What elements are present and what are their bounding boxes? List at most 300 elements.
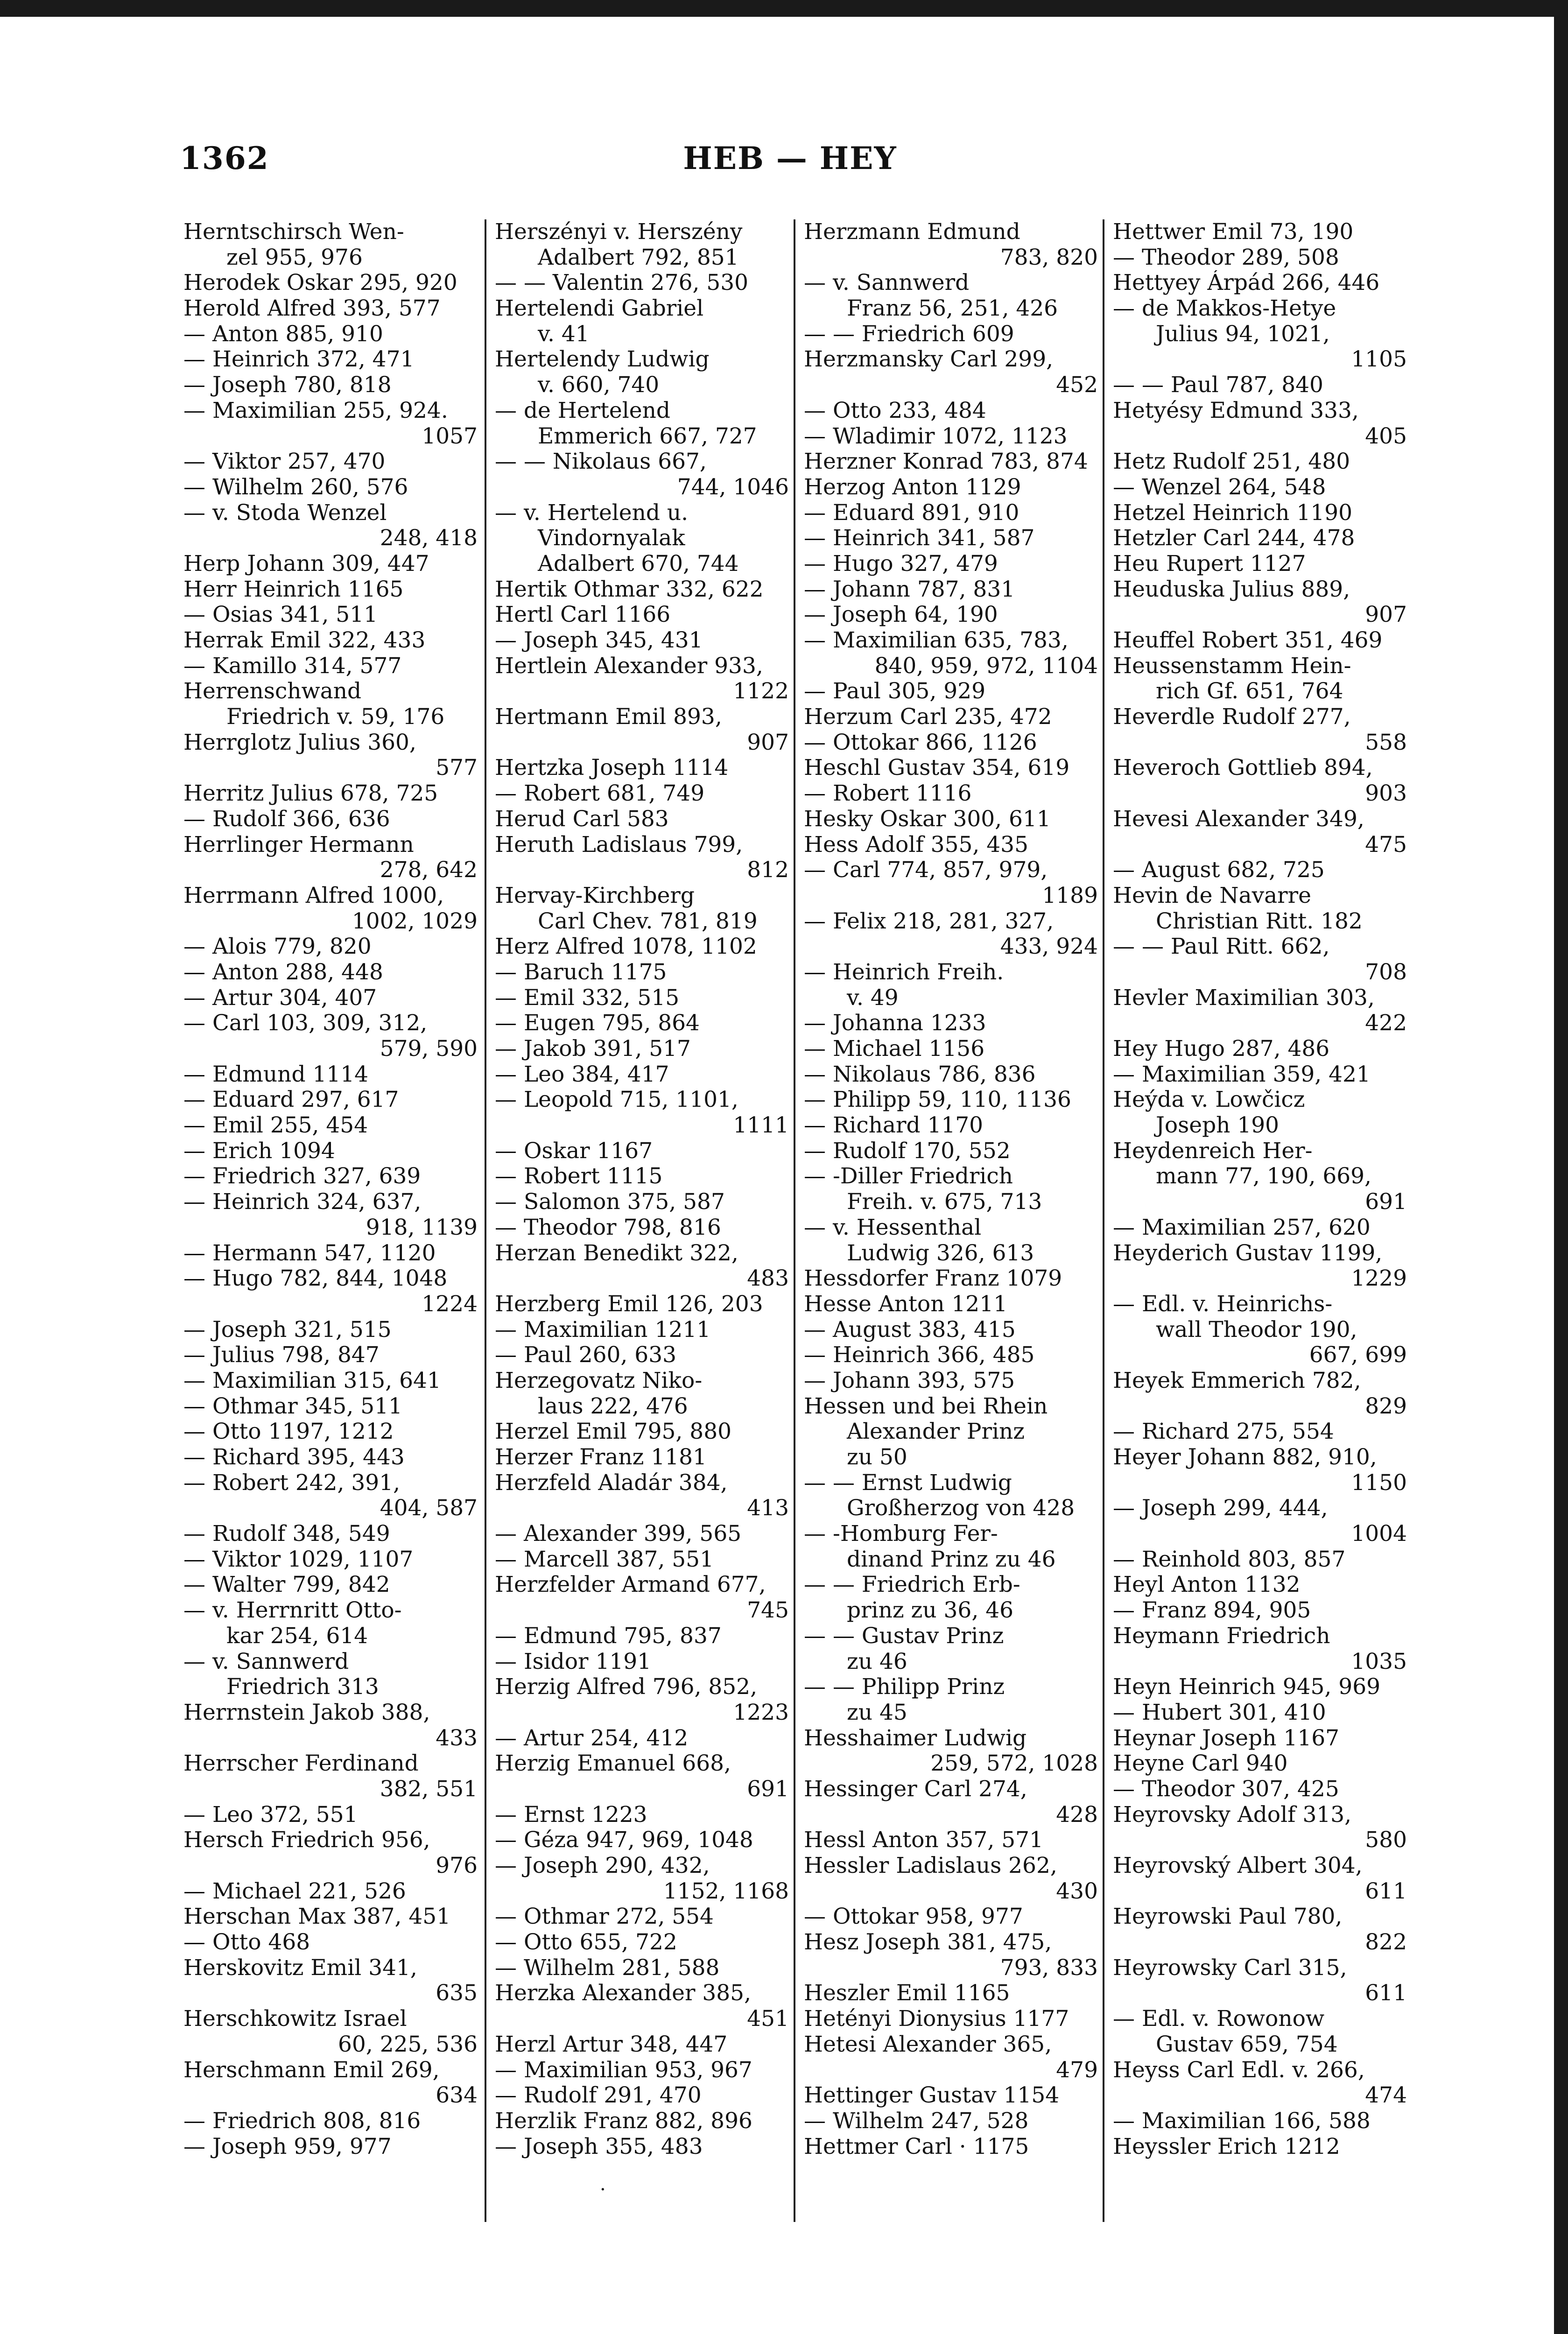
index-entry-line: Herzmansky Carl 299, xyxy=(804,347,1054,373)
index-entry-line: 404, 587 xyxy=(380,1496,478,1521)
index-entry-line: Heyl Anton 1132 xyxy=(1113,1572,1301,1598)
index-entry-line: — Ernst 1223 xyxy=(495,1802,647,1828)
index-entry-line: v. 660, 740 xyxy=(538,373,660,398)
index-entry-line: Heyssler Erich 1212 xyxy=(1113,2134,1340,2159)
column-divider xyxy=(1103,219,1104,2222)
index-entry-line: 976 xyxy=(436,1853,478,1878)
index-entry-line: 812 xyxy=(747,858,789,883)
index-entry-line: 745 xyxy=(747,1598,789,1624)
index-entry-line: Emmerich 667, 727 xyxy=(538,423,757,449)
index-entry-line: — Eduard 297, 617 xyxy=(183,1087,399,1113)
index-entry-line: Heuffel Robert 351, 469 xyxy=(1113,628,1383,653)
index-entry-line: — Richard 1170 xyxy=(804,1113,984,1139)
index-entry-line: — Erich 1094 xyxy=(183,1138,335,1164)
index-entry-line: — Otto 468 xyxy=(183,1930,310,1955)
index-entry-line: — Leo 372, 551 xyxy=(183,1802,358,1828)
index-entry-line: 1004 xyxy=(1351,1521,1407,1547)
index-entry-line: Hevesi Alexander 349, xyxy=(1113,806,1364,832)
page-header xyxy=(180,140,1400,187)
index-entry-line: — Heinrich 366, 485 xyxy=(804,1343,1035,1368)
index-entry-line: — — Valentin 276, 530 xyxy=(495,270,749,296)
index-entry-line: Herzmann Edmund xyxy=(804,219,1020,245)
index-entry-line: — Wladimir 1072, 1123 xyxy=(804,423,1068,449)
index-entry-line: — Isidor 1191 xyxy=(495,1649,652,1674)
index-entry-line: 667, 699 xyxy=(1309,1343,1407,1368)
index-entry-line: 479 xyxy=(1056,2057,1098,2083)
index-entry-line: — Theodor 289, 508 xyxy=(1113,245,1339,270)
index-entry-line: — Alois 779, 820 xyxy=(183,934,372,960)
index-entry-line: 579, 590 xyxy=(380,1036,478,1062)
index-entry-line: — Baruch 1175 xyxy=(495,959,667,985)
index-entry-line: Ludwig 326, 613 xyxy=(847,1240,1034,1266)
index-entry-line: Heyek Emmerich 782, xyxy=(1113,1368,1361,1393)
index-entry-line: Hess Adolf 355, 435 xyxy=(804,832,1028,858)
index-column-2 xyxy=(495,219,789,2159)
index-entry-line: Carl Chev. 781, 819 xyxy=(538,908,758,934)
index-entry-line: — Emil 332, 515 xyxy=(495,985,680,1011)
index-entry-line: Heyrovský Albert 304, xyxy=(1113,1853,1363,1878)
index-entry-line: Julius 94, 1021, xyxy=(1156,321,1330,347)
index-entry-line: dinand Prinz zu 46 xyxy=(847,1547,1056,1572)
index-entry-line: — August 383, 415 xyxy=(804,1317,1016,1343)
index-entry-line: 451 xyxy=(747,2006,789,2032)
index-entry-line: — Wenzel 264, 548 xyxy=(1113,474,1326,500)
index-entry-line: — Edmund 795, 837 xyxy=(495,1623,722,1649)
index-entry-line: — Géza 947, 969, 1048 xyxy=(495,1828,753,1853)
index-entry-line: Herold Alfred 393, 577 xyxy=(183,296,441,322)
index-entry-line: — — Friedrich Erb- xyxy=(804,1572,1020,1598)
index-entry-line: Hertelendy Ludwig xyxy=(495,347,710,373)
index-entry-line: — Franz 894, 905 xyxy=(1113,1598,1311,1624)
index-entry-line: Hervay-Kirchberg xyxy=(495,883,695,908)
index-entry-line: Heu Rupert 1127 xyxy=(1113,551,1306,576)
index-entry-line: 1057 xyxy=(422,423,478,449)
index-entry-line: 483 xyxy=(747,1266,789,1292)
index-entry-line: — Heinrich 324, 637, xyxy=(183,1189,422,1215)
index-entry-line: Herzberg Emil 126, 203 xyxy=(495,1291,763,1317)
index-entry-line: Hessdorfer Franz 1079 xyxy=(804,1266,1062,1292)
index-entry-line: Hetzel Heinrich 1190 xyxy=(1113,500,1352,526)
index-entry-line: Herzner Konrad 783, 874 xyxy=(804,449,1088,475)
index-entry-line: — Julius 798, 847 xyxy=(183,1343,380,1368)
index-entry-line: Herzog Anton 1129 xyxy=(804,474,1021,500)
index-entry-line: Herrscher Ferdinand xyxy=(183,1751,419,1777)
index-entry-line: Herp Johann 309, 447 xyxy=(183,551,429,576)
index-entry-line: zel 955, 976 xyxy=(226,245,363,270)
index-entry-line: — Robert 1115 xyxy=(495,1164,663,1189)
index-entry-line: Hettmer Carl · 1175 xyxy=(804,2134,1029,2159)
index-entry-line: — Maximilian 257, 620 xyxy=(1113,1215,1371,1240)
index-entry-line: — Othmar 272, 554 xyxy=(495,1904,714,1930)
index-entry-line: — Maximilian 635, 783, xyxy=(804,628,1069,653)
index-entry-line: — Paul 260, 633 xyxy=(495,1343,677,1368)
scan-border-right xyxy=(1554,0,1568,2334)
index-entry-line: 1152, 1168 xyxy=(663,1878,789,1904)
index-entry-line: — Richard 275, 554 xyxy=(1113,1419,1334,1445)
index-entry-line: — Wilhelm 260, 576 xyxy=(183,474,408,500)
index-entry-line: Joseph 190 xyxy=(1156,1113,1280,1139)
index-entry-line: Hesse Anton 1211 xyxy=(804,1291,1008,1317)
index-entry-line: — Jakob 391, 517 xyxy=(495,1036,691,1062)
index-entry-line: 428 xyxy=(1056,1802,1098,1828)
index-entry-line: Hetyésy Edmund 333, xyxy=(1113,398,1359,423)
index-entry-line: Heschl Gustav 354, 619 xyxy=(804,755,1070,781)
index-entry-line: — Otto 1197, 1212 xyxy=(183,1419,394,1445)
index-entry-line: — Edmund 1114 xyxy=(183,1062,369,1087)
index-entry-line: — August 682, 725 xyxy=(1113,858,1325,883)
index-entry-line: Heveroch Gottlieb 894, xyxy=(1113,755,1373,781)
index-entry-line: — -Homburg Fer- xyxy=(804,1521,998,1547)
index-entry-line: Hertik Othmar 332, 622 xyxy=(495,576,764,602)
page-number: 1362 xyxy=(180,140,269,176)
index-entry-line: 1229 xyxy=(1351,1266,1407,1292)
index-entry-line: Herz Alfred 1078, 1102 xyxy=(495,934,757,960)
index-entry-line: Herzig Emanuel 668, xyxy=(495,1751,731,1777)
index-entry-line: Hesshaimer Ludwig xyxy=(804,1725,1027,1751)
index-entry-line: 918, 1139 xyxy=(366,1215,478,1240)
index-entry-line: 611 xyxy=(1365,1878,1407,1904)
index-entry-line: — Carl 774, 857, 979, xyxy=(804,858,1048,883)
index-entry-line: Herschmann Emil 269, xyxy=(183,2057,440,2083)
index-entry-line: 611 xyxy=(1365,1981,1407,2006)
running-head: HEB — HEY xyxy=(683,140,897,176)
index-entry-line: — Nikolaus 786, 836 xyxy=(804,1062,1036,1087)
index-entry-line: — Michael 221, 526 xyxy=(183,1878,406,1904)
index-entry-line: Herrglotz Julius 360, xyxy=(183,730,416,755)
index-entry-line: Hettyey Árpád 266, 446 xyxy=(1113,270,1380,296)
column-divider xyxy=(485,219,486,2222)
index-entry-line: — v. Sannwerd xyxy=(183,1649,349,1674)
index-entry-line: 829 xyxy=(1365,1393,1407,1419)
index-entry-line: — — Gustav Prinz xyxy=(804,1623,1004,1649)
index-entry-line: — — Ernst Ludwig xyxy=(804,1470,1012,1496)
index-entry-line: Herrmann Alfred 1000, xyxy=(183,883,444,908)
index-entry-line: Herschkowitz Israel xyxy=(183,2006,407,2032)
index-entry-line: 259, 572, 1028 xyxy=(930,1751,1098,1777)
index-entry-line: — — Paul Ritt. 662, xyxy=(1113,934,1330,960)
index-entry-line: — Johann 393, 575 xyxy=(804,1368,1015,1393)
index-entry-line: — v. Hessenthal xyxy=(804,1215,982,1240)
index-entry-line: — Artur 304, 407 xyxy=(183,985,377,1011)
index-entry-line: 422 xyxy=(1365,1011,1407,1036)
index-entry-line: — Artur 254, 412 xyxy=(495,1725,689,1751)
index-entry-line: — Maximilian 166, 588 xyxy=(1113,2108,1371,2134)
index-entry-line: — Ottokar 958, 977 xyxy=(804,1904,1023,1930)
index-entry-line: zu 46 xyxy=(847,1649,907,1674)
index-entry-line: Christian Ritt. 182 xyxy=(1156,908,1363,934)
index-entry-line: 433 xyxy=(436,1725,478,1751)
index-entry-line: 405 xyxy=(1365,423,1407,449)
index-entry-line: Hetz Rudolf 251, 480 xyxy=(1113,449,1350,475)
index-entry-line: 580 xyxy=(1365,1828,1407,1853)
index-column-4 xyxy=(1113,219,1407,2159)
index-entry-line: — Leopold 715, 1101, xyxy=(495,1087,738,1113)
index-entry-line: — Heinrich Freih. xyxy=(804,959,1004,985)
index-entry-line: Heydenreich Her- xyxy=(1113,1138,1313,1164)
index-entry-line: — — Philipp Prinz xyxy=(804,1674,1005,1700)
index-entry-line: Heussenstamm Hein- xyxy=(1113,653,1351,679)
stray-mark: · xyxy=(600,2179,606,2200)
index-entry-line: Heyss Carl Edl. v. 266, xyxy=(1113,2057,1365,2083)
index-entry-line: — Rudolf 348, 549 xyxy=(183,1521,390,1547)
index-entry-line: — Viktor 257, 470 xyxy=(183,449,386,475)
index-entry-line: Herrenschwand xyxy=(183,679,362,704)
index-entry-line: — Heinrich 341, 587 xyxy=(804,526,1035,551)
index-entry-line: — v. Herrnritt Otto- xyxy=(183,1598,402,1624)
index-entry-line: Heýda v. Lowčicz xyxy=(1113,1087,1305,1113)
index-entry-line: 708 xyxy=(1365,959,1407,985)
index-entry-line: — Salomon 375, 587 xyxy=(495,1189,725,1215)
index-entry-line: — Joseph 64, 190 xyxy=(804,602,998,628)
index-entry-line: — Osias 341, 511 xyxy=(183,602,378,628)
index-entry-line: 60, 225, 536 xyxy=(338,2032,478,2057)
index-entry-line: 1189 xyxy=(1042,883,1098,908)
index-entry-line: Hey Hugo 287, 486 xyxy=(1113,1036,1330,1062)
index-entry-line: v. 41 xyxy=(538,321,590,347)
index-entry-line: — Oskar 1167 xyxy=(495,1138,653,1164)
index-entry-line: 903 xyxy=(1365,781,1407,807)
index-entry-line: 430 xyxy=(1056,1878,1098,1904)
index-entry-line: Hesz Joseph 381, 475, xyxy=(804,1930,1052,1955)
index-entry-line: Franz 56, 251, 426 xyxy=(847,296,1058,322)
index-entry-line: Hertlein Alexander 933, xyxy=(495,653,763,679)
index-entry-line: 452 xyxy=(1056,373,1098,398)
index-entry-line: wall Theodor 190, xyxy=(1156,1317,1357,1343)
index-entry-line: Großherzog von 428 xyxy=(847,1496,1075,1521)
index-entry-line: — Anton 885, 910 xyxy=(183,321,383,347)
index-entry-line: Herskovitz Emil 341, xyxy=(183,1955,417,1981)
index-entry-line: rich Gf. 651, 764 xyxy=(1156,679,1343,704)
index-entry-line: — Alexander 399, 565 xyxy=(495,1521,742,1547)
index-entry-line: Heynar Joseph 1167 xyxy=(1113,1725,1340,1751)
index-entry-line: Herzl Artur 348, 447 xyxy=(495,2032,728,2057)
index-entry-line: Heyne Carl 940 xyxy=(1113,1751,1288,1777)
index-entry-line: — Ottokar 866, 1126 xyxy=(804,730,1037,755)
index-entry-line: — Friedrich 808, 816 xyxy=(183,2108,421,2134)
index-entry-line: zu 45 xyxy=(847,1700,907,1725)
index-entry-line: — Emil 255, 454 xyxy=(183,1113,368,1139)
index-entry-line: Adalbert 670, 744 xyxy=(538,551,739,576)
index-entry-line: Heuduska Julius 889, xyxy=(1113,576,1350,602)
index-entry-line: laus 222, 476 xyxy=(538,1393,688,1419)
index-entry-line: — Otto 655, 722 xyxy=(495,1930,677,1955)
index-entry-line: 907 xyxy=(1365,602,1407,628)
index-entry-line: Hertmann Emil 893, xyxy=(495,704,722,730)
index-entry-line: — Robert 242, 391, xyxy=(183,1470,401,1496)
index-entry-line: — Leo 384, 417 xyxy=(495,1062,669,1087)
index-entry-line: — Joseph 355, 483 xyxy=(495,2134,703,2159)
index-entry-line: Hettinger Gustav 1154 xyxy=(804,2083,1060,2109)
index-entry-line: kar 254, 614 xyxy=(226,1623,368,1649)
index-entry-line: — Anton 288, 448 xyxy=(183,959,383,985)
index-entry-line: Heszler Emil 1165 xyxy=(804,1981,1010,2006)
index-entry-line: — Walter 799, 842 xyxy=(183,1572,390,1598)
index-entry-line: — Heinrich 372, 471 xyxy=(183,347,415,373)
index-entry-line: — Otto 233, 484 xyxy=(804,398,986,423)
index-entry-line: — Edl. v. Heinrichs- xyxy=(1113,1291,1333,1317)
index-entry-line: — de Hertelend xyxy=(495,398,670,423)
index-entry-line: Heyrovsky Adolf 313, xyxy=(1113,1802,1352,1828)
index-entry-line: Herzum Carl 235, 472 xyxy=(804,704,1052,730)
index-entry-line: Herzka Alexander 385, xyxy=(495,1981,752,2006)
index-entry-line: — Marcell 387, 551 xyxy=(495,1547,714,1572)
index-entry-line: 1150 xyxy=(1351,1470,1407,1496)
index-entry-line: Hertelendi Gabriel xyxy=(495,296,704,322)
index-entry-line: Herszényi v. Herszény xyxy=(495,219,743,245)
index-column-1 xyxy=(183,219,478,2159)
index-entry-line: Herodek Oskar 295, 920 xyxy=(183,270,457,296)
index-entry-line: Friedrich 313 xyxy=(226,1674,379,1700)
index-entry-line: Herzan Benedikt 322, xyxy=(495,1240,738,1266)
index-entry-line: 433, 924 xyxy=(1000,934,1098,960)
index-entry-line: Vindornyalak xyxy=(538,526,685,551)
index-entry-line: 907 xyxy=(747,730,789,755)
index-entry-line: — Reinhold 803, 857 xyxy=(1113,1547,1346,1572)
index-entry-line: 1035 xyxy=(1351,1649,1407,1674)
index-entry-line: — Maximilian 1211 xyxy=(495,1317,711,1343)
index-entry-line: — — Friedrich 609 xyxy=(804,321,1014,347)
index-entry-line: 744, 1046 xyxy=(677,474,789,500)
index-entry-line: — Othmar 345, 511 xyxy=(183,1393,402,1419)
index-entry-line: Hetzler Carl 244, 478 xyxy=(1113,526,1355,551)
index-entry-line: 278, 642 xyxy=(380,858,478,883)
index-entry-line: — Edl. v. Rowonow xyxy=(1113,2006,1325,2032)
index-entry-line: Heyn Heinrich 945, 969 xyxy=(1113,1674,1380,1700)
index-entry-line: 1105 xyxy=(1351,347,1407,373)
index-entry-line: Alexander Prinz xyxy=(847,1419,1025,1445)
index-entry-line: Herntschirsch Wen- xyxy=(183,219,404,245)
index-entry-line: 691 xyxy=(747,1776,789,1802)
index-entry-line: Hevin de Navarre xyxy=(1113,883,1311,908)
index-entry-line: — — Nikolaus 667, xyxy=(495,449,707,475)
index-entry-line: Herzer Franz 1181 xyxy=(495,1445,707,1470)
index-entry-line: 1122 xyxy=(733,679,789,704)
index-entry-line: Hesky Oskar 300, 611 xyxy=(804,806,1051,832)
index-entry-line: Hevler Maximilian 303, xyxy=(1113,985,1375,1011)
index-entry-line: — v. Sannwerd xyxy=(804,270,970,296)
index-entry-line: 1002, 1029 xyxy=(352,908,478,934)
index-entry-line: — Johann 787, 831 xyxy=(804,576,1015,602)
index-entry-line: — Maximilian 315, 641 xyxy=(183,1368,441,1393)
index-entry-line: — Rudolf 291, 470 xyxy=(495,2083,702,2109)
index-entry-line: Hettwer Emil 73, 190 xyxy=(1113,219,1354,245)
index-entry-line: Hessler Ladislaus 262, xyxy=(804,1853,1057,1878)
index-entry-line: — Maximilian 255, 924. xyxy=(183,398,448,423)
index-entry-line: — Joseph 345, 431 xyxy=(495,628,703,653)
index-entry-line: — — Paul 787, 840 xyxy=(1113,373,1323,398)
index-entry-line: — Joseph 299, 444, xyxy=(1113,1496,1328,1521)
column-divider xyxy=(794,219,795,2222)
index-entry-line: Hetényi Dionysius 1177 xyxy=(804,2006,1069,2032)
index-entry-line: — Paul 305, 929 xyxy=(804,679,986,704)
index-entry-line: zu 50 xyxy=(847,1445,907,1470)
index-entry-line: 691 xyxy=(1365,1189,1407,1215)
index-entry-line: mann 77, 190, 669, xyxy=(1156,1164,1371,1189)
index-entry-line: 793, 833 xyxy=(1000,1955,1098,1981)
index-entry-line: Herzegovatz Niko- xyxy=(495,1368,703,1393)
index-entry-line: — -Diller Friedrich xyxy=(804,1164,1013,1189)
index-entry-line: — Joseph 780, 818 xyxy=(183,373,392,398)
index-entry-line: — v. Hertelend u. xyxy=(495,500,689,526)
index-entry-line: Adalbert 792, 851 xyxy=(538,245,739,270)
index-entry-line: Herrnstein Jakob 388, xyxy=(183,1700,430,1725)
index-entry-line: — Robert 681, 749 xyxy=(495,781,705,807)
index-entry-line: — Kamillo 314, 577 xyxy=(183,653,402,679)
index-entry-line: — Friedrich 327, 639 xyxy=(183,1164,421,1189)
index-entry-line: — Robert 1116 xyxy=(804,781,972,807)
index-entry-line: 475 xyxy=(1365,832,1407,858)
index-entry-line: Herschan Max 387, 451 xyxy=(183,1904,451,1930)
index-entry-line: Herzlik Franz 882, 896 xyxy=(495,2108,752,2134)
index-entry-line: — Wilhelm 281, 588 xyxy=(495,1955,720,1981)
index-entry-line: — Eugen 795, 864 xyxy=(495,1011,700,1036)
index-entry-line: Herrak Emil 322, 433 xyxy=(183,628,426,653)
index-entry-line: 558 xyxy=(1365,730,1407,755)
index-entry-line: 634 xyxy=(436,2083,478,2109)
index-entry-line: — Rudolf 366, 636 xyxy=(183,806,390,832)
index-entry-line: — Hugo 782, 844, 1048 xyxy=(183,1266,448,1292)
index-column-3 xyxy=(804,219,1098,2159)
index-entry-line: — de Makkos-Hetye xyxy=(1113,296,1336,322)
index-entry-line: 783, 820 xyxy=(1000,245,1098,270)
scan-border-top xyxy=(0,0,1568,17)
index-entry-line: — Wilhelm 247, 528 xyxy=(804,2108,1029,2134)
index-entry-line: — Hubert 301, 410 xyxy=(1113,1700,1326,1725)
index-entry-line: Heymann Friedrich xyxy=(1113,1623,1330,1649)
index-entry-line: — v. Stoda Wenzel xyxy=(183,500,387,526)
index-entry-line: 1111 xyxy=(733,1113,789,1139)
index-entry-line: Friedrich v. 59, 176 xyxy=(226,704,445,730)
index-entry-line: 840, 959, 972, 1104 xyxy=(874,653,1098,679)
index-entry-line: — Felix 218, 281, 327, xyxy=(804,908,1054,934)
index-entry-line: — Carl 103, 309, 312, xyxy=(183,1011,428,1036)
index-entry-line: — Maximilian 359, 421 xyxy=(1113,1062,1371,1087)
index-entry-line: Herzel Emil 795, 880 xyxy=(495,1419,731,1445)
index-entry-line: — Theodor 798, 816 xyxy=(495,1215,721,1240)
index-entry-line: 1224 xyxy=(422,1291,478,1317)
index-entry-line: Heyderich Gustav 1199, xyxy=(1113,1240,1383,1266)
index-entry-line: 1223 xyxy=(733,1700,789,1725)
index-entry-line: Heruth Ladislaus 799, xyxy=(495,832,743,858)
index-entry-line: — Rudolf 170, 552 xyxy=(804,1138,1011,1164)
index-entry-line: — Hermann 547, 1120 xyxy=(183,1240,436,1266)
index-entry-line: 577 xyxy=(436,755,478,781)
index-entry-line: Hertzka Joseph 1114 xyxy=(495,755,729,781)
index-entry-line: Gustav 659, 754 xyxy=(1156,2032,1338,2057)
index-entry-line: — Joseph 321, 515 xyxy=(183,1317,392,1343)
index-entry-line: 413 xyxy=(747,1496,789,1521)
index-entry-line: — Richard 395, 443 xyxy=(183,1445,405,1470)
index-entry-line: — Philipp 59, 110, 1136 xyxy=(804,1087,1071,1113)
index-entry-line: Hessinger Carl 274, xyxy=(804,1776,1027,1802)
index-entry-line: Herzig Alfred 796, 852, xyxy=(495,1674,758,1700)
index-entry-line: 635 xyxy=(436,1981,478,2006)
index-entry-line: 474 xyxy=(1365,2083,1407,2109)
index-entry-line: Hessl Anton 357, 571 xyxy=(804,1828,1043,1853)
index-entry-line: Herud Carl 583 xyxy=(495,806,669,832)
index-entry-line: Herzfelder Armand 677, xyxy=(495,1572,766,1598)
index-entry-line: Heverdle Rudolf 277, xyxy=(1113,704,1351,730)
index-entry-line: Heyrowski Paul 780, xyxy=(1113,1904,1343,1930)
index-entry-line: 382, 551 xyxy=(380,1776,478,1802)
index-entry-line: Hessen und bei Rhein xyxy=(804,1393,1048,1419)
index-entry-line: v. 49 xyxy=(847,985,899,1011)
index-entry-line: 248, 418 xyxy=(380,526,478,551)
index-entry-line: — Viktor 1029, 1107 xyxy=(183,1547,414,1572)
index-entry-line: Freih. v. 675, 713 xyxy=(847,1189,1042,1215)
index-entry-line: — Joseph 959, 977 xyxy=(183,2134,392,2159)
index-entry-line: 822 xyxy=(1365,1930,1407,1955)
